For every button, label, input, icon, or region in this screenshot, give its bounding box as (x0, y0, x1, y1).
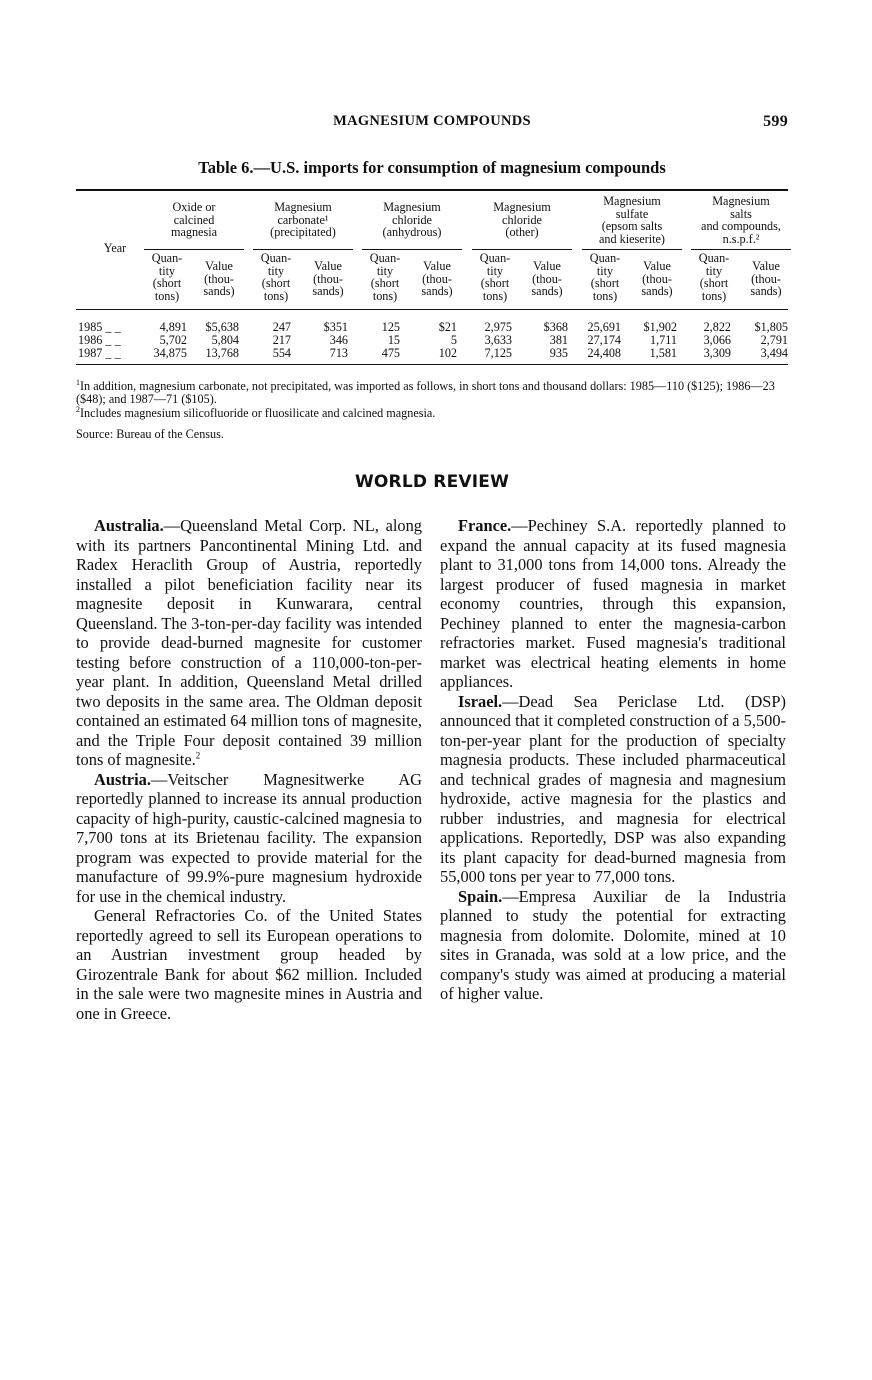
group-header-1 (142, 201, 246, 239)
footnote-2-mark: 2 (76, 405, 80, 414)
subheader-line: tity (705, 263, 723, 278)
subheader-line: sands) (312, 284, 344, 298)
table-cell: 5 (450, 333, 457, 347)
table-cell: 24,408 (587, 346, 621, 360)
paragraph-text: —Queensland Metal Corp. NL, along with its partners Pancontinental Mining Ltd. and Radex Heraclith Group of Austria, reportedly installed a pilot beneficiation facility near its magnesite deposit in Kunwarara, central Queensland. The 3-ton-per-day facility was intended to provide dead-burned magnesite for customer testing before construction of a 110,000-ton-per-year plant. In addition, Queensland Metal drilled two deposits in the same area. The Oldman deposit contained an estimated 64 million tons of magnesite, and the Triple Four deposit contained 39 million tons of magnesite. (76, 516, 422, 769)
table-cell: 5,804 (211, 333, 239, 347)
subheader-line: tity (158, 263, 176, 278)
group-header-line: (epsom salts (601, 219, 663, 233)
value-subheader (632, 260, 682, 298)
paragraph-text: —Empresa Auxiliar de la Industria planned to study the potential for extracting magnesia from dolomite. Dolomite, mined at 10 sites in Granada, was sold at a low price, and the company's study was aimed at producing a material of higher value. (440, 886, 786, 1003)
table-cell: 4,891 (159, 320, 187, 334)
value-subheader (303, 260, 353, 298)
quantity-subheader (689, 252, 739, 302)
subheader-line: (thou- (751, 271, 781, 286)
table-cell: 346 (329, 333, 348, 347)
subheader-line: tity (376, 263, 394, 278)
subheader-line: (short (590, 276, 620, 290)
section-heading: WORLD REVIEW (354, 472, 510, 492)
row-year: 1986 _ _ (78, 333, 121, 347)
group-header-line: Magnesium (493, 200, 551, 214)
subheader-line: Quan- (151, 251, 183, 265)
group-header-line: chloride (392, 212, 432, 227)
group-header-line: carbonate¹ (277, 212, 329, 227)
subheader-line: tons) (701, 288, 727, 303)
table-cell: $21 (438, 320, 457, 334)
subheader-line: Value (752, 259, 780, 273)
table-cell: 2,791 (760, 333, 788, 347)
subheader-line: Value (314, 259, 342, 273)
group-header-line: (other) (505, 225, 539, 239)
subheader-line: Quan- (589, 251, 621, 265)
left-column (76, 516, 422, 1023)
group-header-line: and compounds, (701, 219, 781, 233)
group-header-line: and kieserite) (599, 231, 665, 246)
table-cell: 15 (387, 333, 400, 347)
subheader-line: Value (205, 259, 233, 273)
group-header-line: n.s.p.f.² (722, 231, 760, 246)
table-cell: 102 (438, 346, 457, 360)
subheader-line: (short (480, 276, 510, 290)
table-bottom-rule (76, 364, 788, 365)
paragraph-text: —Veitscher Magnesitwerke AG reportedly planned to increase its annual production capacity of high-purity, caustic-calcined magnesia to 7,700 tons at its Brietenau facility. The expansion program was expected to provide material for the manufacture of 99.9%-pure magnesium hydroxide for use in the chemical industry. (76, 769, 422, 906)
subheader-line: (short (152, 276, 182, 290)
table-cell: 217 (272, 333, 291, 347)
right-column (440, 516, 786, 1004)
subheader-line: (thou- (204, 271, 234, 286)
group-underline (691, 249, 791, 250)
group-underline (253, 249, 353, 250)
subheader-line: tity (267, 263, 285, 278)
table-cell: $351 (323, 320, 348, 334)
group-underline (144, 249, 244, 250)
subheader-line: sands) (750, 284, 782, 298)
table-cell: 125 (381, 320, 400, 334)
group-header-line: Magnesium (603, 194, 661, 208)
subheader-line: Value (533, 259, 561, 273)
paragraph-text: —Dead Sea Periclase Ltd. (DSP) announced that it completed construction of a 5,500-ton-per-year plant for the production of specialty magnesia products. These included pharmaceutical and technical grades of magnesia and magnesium hydroxide, active magnesia for the plastics and rubber industries, and magnesia for electrical applications. Reportedly, DSP was also expanding its plant capacity for dead-burned magnesia from 55,000 tons per year to 77,000 tons. (440, 691, 786, 886)
subheader-line: tons) (592, 288, 618, 303)
row-year: 1985 _ _ (78, 320, 121, 334)
subheader-line: Value (643, 259, 671, 273)
group-header-line: (precipitated) (270, 225, 336, 239)
subheader-line: sands) (203, 284, 235, 298)
group-header-line: salts (730, 206, 752, 221)
group-header-4 (470, 201, 574, 239)
table-cell: 935 (549, 346, 568, 360)
table-cell: 381 (549, 333, 568, 347)
group-header-6 (689, 195, 793, 245)
paragraph-lead: Spain. (458, 886, 503, 906)
value-subheader (522, 260, 572, 298)
table-cell: 1,581 (649, 346, 677, 360)
paragraph (440, 887, 786, 1004)
table-cell: 554 (272, 346, 291, 360)
footnote-2-text: Includes magnesium silicofluoride or fluosilicate and calcined magnesia. (80, 406, 436, 421)
subheader-line: (thou- (532, 271, 562, 286)
table-cell: 475 (381, 346, 400, 360)
table-cell: 2,822 (703, 320, 731, 334)
subheader-line: Quan- (260, 251, 292, 265)
subheader-line: Quan- (369, 251, 401, 265)
table-cell: 3,066 (703, 333, 731, 347)
subheader-line: (thou- (642, 271, 672, 286)
subheader-line: (short (699, 276, 729, 290)
value-subheader (741, 260, 791, 298)
table-cell: 1,711 (650, 333, 677, 347)
subheader-line: sands) (531, 284, 563, 298)
page-number: 599 (763, 113, 788, 130)
subheader-line: (short (261, 276, 291, 290)
table-title: Table 6.—U.S. imports for consumption of magnesium compounds (198, 158, 666, 177)
subheader-line: tity (596, 263, 614, 278)
group-header-line: sulfate (615, 206, 649, 221)
paragraph-lead: France. (458, 516, 512, 535)
subheader-line: tons) (154, 288, 180, 303)
quantity-subheader (251, 252, 301, 302)
paragraph-text: General Refractories Co. of the United States reportedly agreed to sell its European operations to an Austrian investment group headed by Girozentrale Bank for about $62 million. Included in the sale were two magnesite mines in Austria and one in Greece. (76, 906, 422, 1023)
table-header-rule (76, 309, 788, 310)
paragraph (440, 692, 786, 887)
paragraph-lead: Israel. (458, 691, 503, 711)
table-cell: 3,309 (703, 346, 731, 360)
paragraph-lead: Austria. (94, 769, 151, 789)
group-header-line: Magnesium (274, 200, 332, 214)
quantity-subheader (470, 252, 520, 302)
table-cell: 247 (272, 320, 291, 334)
paragraph-lead: Australia. (94, 516, 164, 535)
paragraph-text: —Pechiney S.A. reportedly planned to expand the annual capacity at its fused magnesia plant to 31,000 tons from 14,000 tons. Already the largest producer of fused magnesia in market economy countries, through this expansion, Pechiney planned to enter the magnesia-carbon refractories market. Fused magnesia's traditional market was electrical heating elements in home appliances. (440, 516, 786, 691)
subheader-line: (thou- (313, 271, 343, 286)
footnote-reference: 2 (195, 750, 201, 761)
subheader-line: sands) (641, 284, 673, 298)
paragraph (440, 516, 786, 692)
group-underline (362, 249, 462, 250)
table-cell: $1,805 (754, 320, 788, 334)
paragraph (76, 906, 422, 1023)
footnote-1 (76, 376, 788, 406)
subheader-line: tity (486, 263, 504, 278)
table-top-rule (76, 189, 788, 191)
table-cell: 34,875 (153, 346, 187, 360)
subheader-line: Quan- (698, 251, 730, 265)
table-cell: 2,975 (484, 320, 512, 334)
subheader-line: sands) (421, 284, 453, 298)
group-header-line: Magnesium (383, 200, 441, 214)
group-header-line: Oxide or (172, 200, 216, 214)
subheader-line: tons) (482, 288, 508, 303)
group-header-5 (580, 195, 684, 245)
table-cell: 5,702 (159, 333, 187, 347)
table-cell: 13,768 (205, 346, 239, 360)
subheader-line: Quan- (479, 251, 511, 265)
group-underline (472, 249, 572, 250)
group-header-line: Magnesium (712, 194, 770, 208)
value-subheader (194, 260, 244, 298)
paragraph (76, 770, 422, 907)
subheader-line: tons) (263, 288, 289, 303)
table-cell: $1,902 (643, 320, 677, 334)
group-header-line: calcined (173, 212, 215, 227)
table-cell: 3,494 (760, 346, 788, 360)
subheader-line: tons) (372, 288, 398, 303)
footnote-1-text: In addition, magnesium carbonate, not precipitated, was imported as follows, in short tons and thousand dollars: 1985—110 ($125); 1986—23 ($48); and 1987—71 ($105). (76, 379, 775, 407)
subheader-line: (short (370, 276, 400, 290)
footnote-2 (76, 403, 788, 420)
row-year: 1987 _ _ (78, 346, 121, 360)
table-cell: $5,638 (205, 320, 239, 334)
group-header-line: magnesia (170, 225, 218, 239)
table-cell: 27,174 (587, 333, 621, 347)
paragraph (76, 516, 422, 770)
subheader-line: (thou- (422, 271, 452, 286)
quantity-subheader (360, 252, 410, 302)
group-header-2 (251, 201, 355, 239)
table-cell: 7,125 (484, 346, 512, 360)
running-head-title: MAGNESIUM COMPOUNDS (333, 113, 531, 129)
table-cell: 713 (329, 346, 348, 360)
subheader-line: Value (423, 259, 451, 273)
group-header-line: (anhydrous) (382, 225, 442, 239)
table-cell: 3,633 (484, 333, 512, 347)
running-head (76, 113, 788, 133)
value-subheader (412, 260, 462, 298)
table-source: Source: Bureau of the Census. (76, 427, 224, 441)
group-header-line: chloride (502, 212, 542, 227)
group-underline (582, 249, 682, 250)
quantity-subheader (142, 252, 192, 302)
table-cell: $368 (543, 320, 568, 334)
group-header-3 (360, 201, 464, 239)
quantity-subheader (580, 252, 630, 302)
footnote-1-mark: 1 (76, 378, 80, 387)
year-header: Year (103, 241, 127, 255)
table-cell: 25,691 (587, 320, 621, 334)
